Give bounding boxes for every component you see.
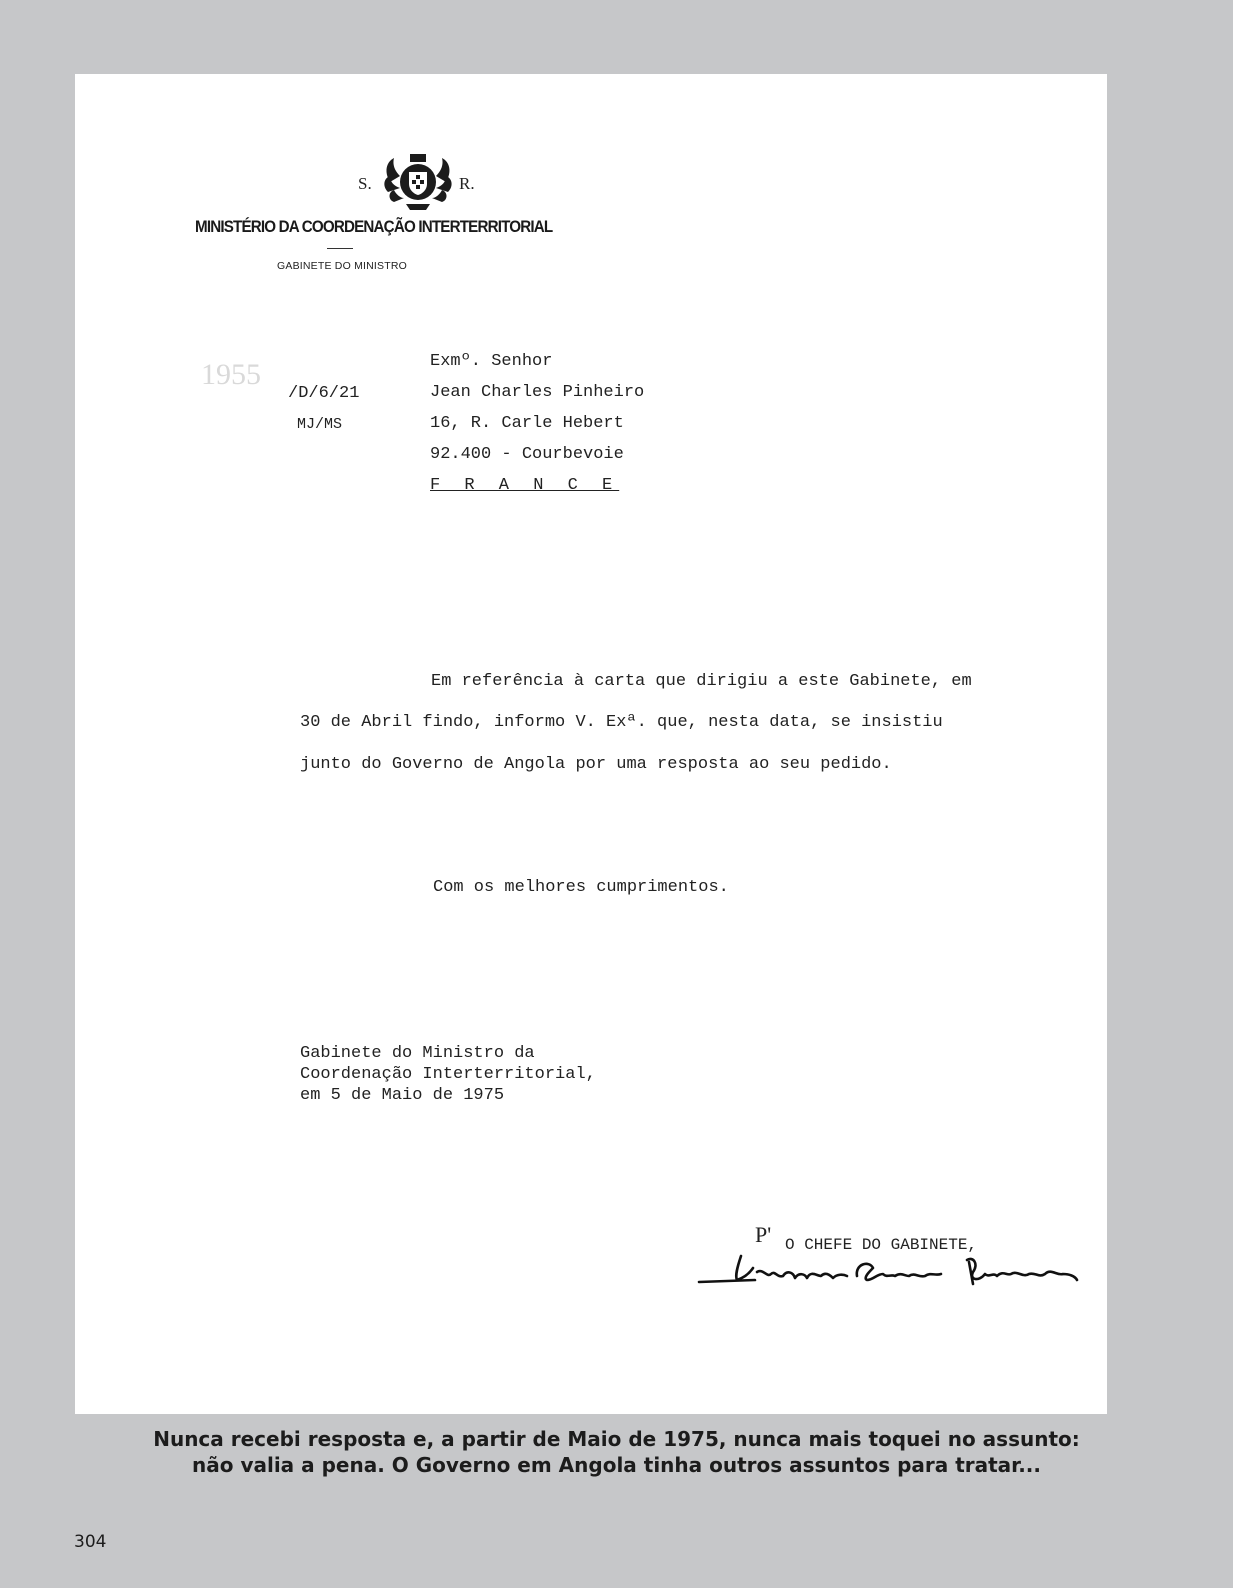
body-line-2: 30 de Abril findo, informo V. Exª. que, nesta data, se insistiu [300, 713, 943, 732]
page-number: 304 [74, 1532, 107, 1552]
caption [0, 1426, 1233, 1478]
recipient-country: F R A N C E [430, 476, 620, 495]
recipient-name: Jean Charles Pinheiro [430, 383, 645, 402]
letter-document [75, 74, 1107, 1414]
body-line-1: Em referência à carta que dirigiu a este Gabinete, em [431, 672, 972, 691]
letterhead-divider [327, 248, 353, 249]
office-name: GABINETE DO MINISTRO [277, 260, 408, 272]
reference-initials: MJ/MS [297, 416, 343, 433]
faint-stamp: 1955 [201, 358, 261, 391]
place-line-2: Coordenação Interterritorial, [300, 1065, 596, 1084]
place-line-1: Gabinete do Ministro da [300, 1044, 535, 1063]
recipient-city: 92.400 - Courbevoie [430, 445, 624, 464]
closing-line: Com os melhores cumprimentos. [433, 878, 729, 897]
ministry-name: MINISTÉRIO DA COORDENAÇÃO INTERTERRITORIAL [195, 218, 553, 236]
signoff-title: O CHEFE DO GABINETE, [785, 1236, 978, 1254]
letterhead-s: S. [358, 174, 372, 193]
handwritten-signature [697, 1250, 1097, 1298]
reference-code: /D/6/21 [288, 384, 360, 403]
pp-mark: P' [755, 1222, 772, 1247]
date-line: em 5 de Maio de 1975 [300, 1086, 505, 1105]
letterhead-crest-row [358, 152, 498, 212]
caption-line-1: Nunca recebi resposta e, a partir de Maio de 1975, nunca mais toquei no assunto: [153, 1427, 1080, 1451]
recipient-street: 16, R. Carle Hebert [430, 414, 624, 433]
body-line-3: junto do Governo de Angola por uma resposta ao seu pedido. [300, 755, 892, 774]
coat-of-arms-icon [380, 152, 456, 212]
caption-line-2: não valia a pena. O Governo em Angola tinha outros assuntos para tratar... [192, 1453, 1041, 1477]
letterhead-r: R. [459, 174, 475, 193]
recipient-salutation: Exmº. Senhor [430, 352, 553, 371]
